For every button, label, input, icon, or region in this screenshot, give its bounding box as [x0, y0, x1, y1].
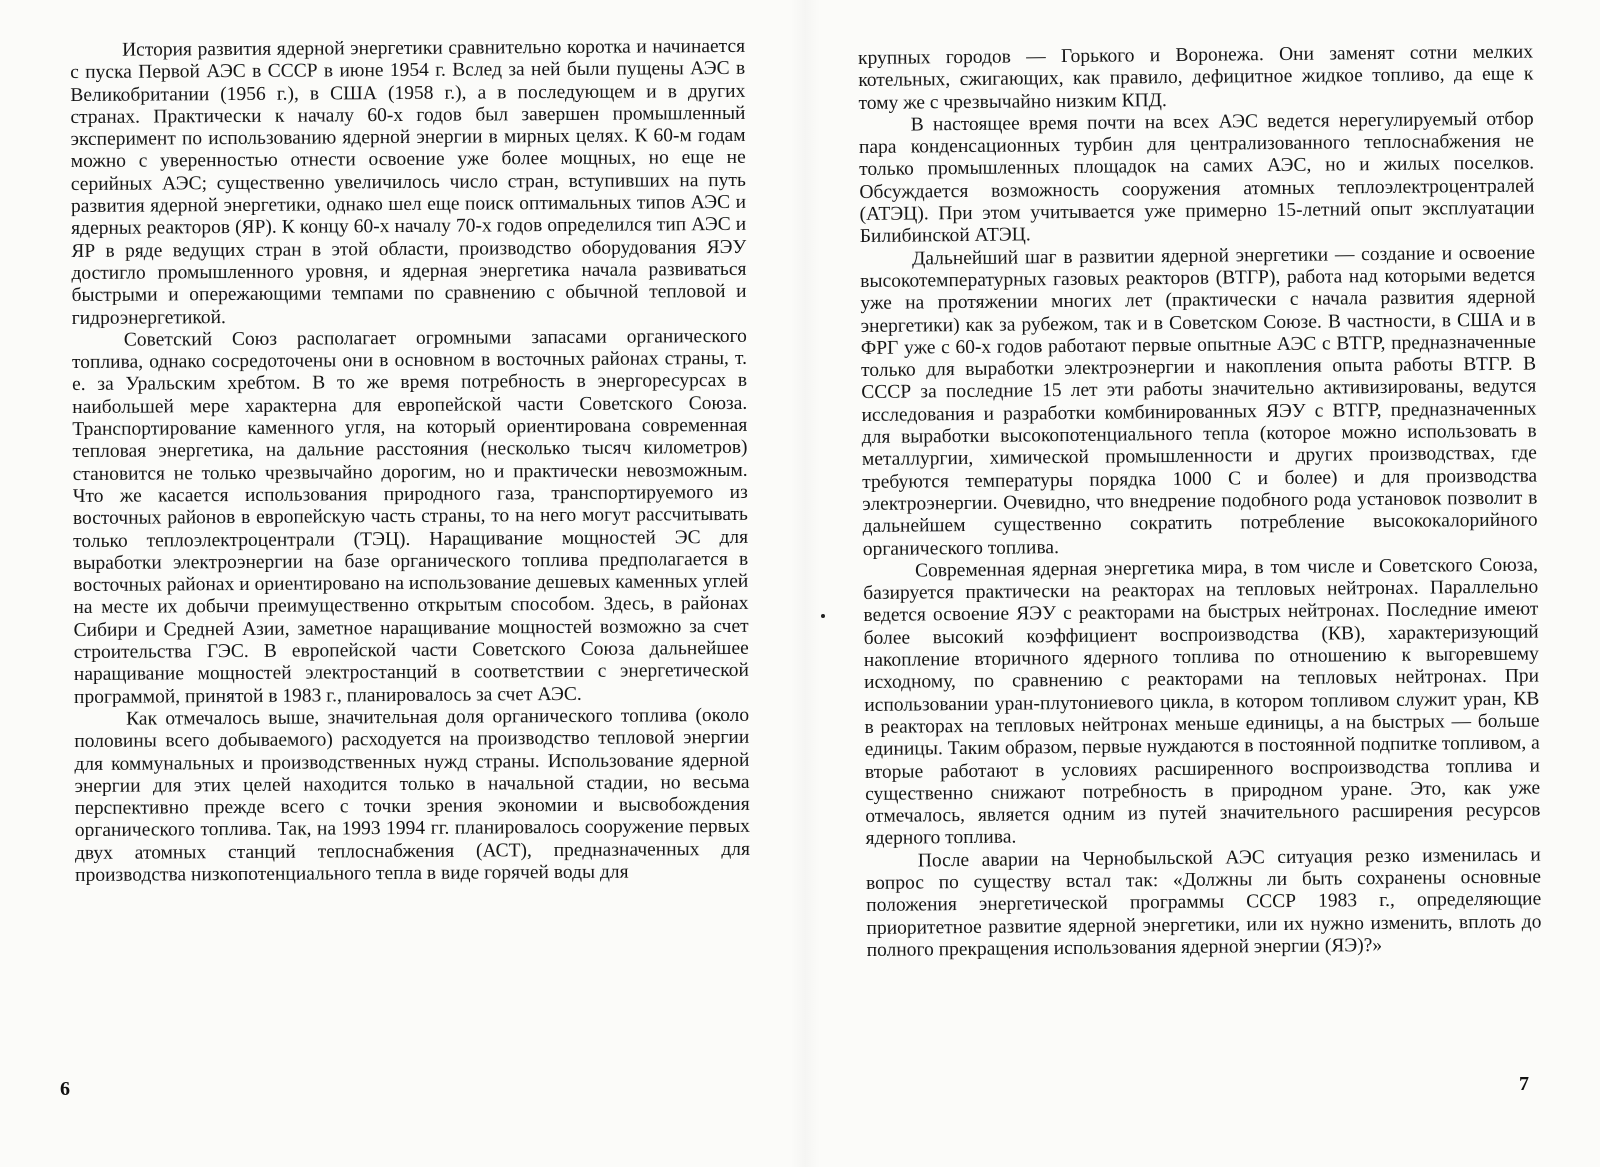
paragraph: Как отмечалось выше, значительная доля органического топлива (около половины всего добываемого) расходуется на производство тепловой энергии для коммунальных и производственных нужд страны. Использование ядерной энергии для этих целей находится только в начальной стадии, но весьма перспективно прежде всего с точки зрения экономии и высвобождения органического топлива. Так, на 1993 1994 гг. планировалось сооружение первых двух атомных станций теплоснабжения (АСТ), предназначенных для производства низкопотенциального тепла в виде горячей воды для	[74, 704, 751, 886]
paragraph: После аварии на Чернобыльской АЭС ситуация резко изменилась и вопрос по существу встал так: «Должны ли быть сохранены основные положения энергетической программы СССР 1983 г., определяющие приоритетное развитие ядерной энергетики, или их нужно изменить, вплоть до полного прекращения использования ядерной энергии (ЯЭ)?»	[865, 844, 1542, 961]
right-page	[858, 42, 1542, 963]
left-page	[70, 36, 750, 887]
paragraph: В настоящее время почти на всех АЭС ведется нерегулируемый отбор пара конденсационных турбин для централизованного теплоснабжения не только промышленных площадок на самих АЭС, но и жилых поселков. Обсуждается возможность сооружения атомных теплоэлектроцентралей (АТЭЦ). При этом учитывается уже примерно 15-летний опыт эксплуатации Билибинской АТЭЦ.	[858, 108, 1535, 248]
paragraph: Современная ядерная энергетика мира, в том числе и Советского Союза, базируется практически на реакторах на тепловых нейтронах. Параллельно ведется освоение ЯЭУ с реакторами на быстрых нейтронах. Последние имеют более высокий коэффициент воспроизводства (КВ), характеризующий накопление вторичного ядерного топлива по отношению к выгоревшему исходному, по сравнению с реакторами на тепловых нейтронах. При использовании уран-плутониевого цикла, в котором топливом служит уран, КВ в реакторах на тепловых нейтронах меньше единицы, а на быстрых — больше единицы. Таким образом, первые нуждаются в постоянной подпитке топливом, а вторые работают в условиях расширенного воспроизводства топлива и существенно снижают потребность в природном уране. Это, как уже отмечалось, является одним из путей значительного расширения ресурсов ядерного топлива.	[863, 554, 1541, 850]
paragraph: Дальнейший шаг в развитии ядерной энергетики — создание и освоение высокотемпературных газовых реакторов (ВТГР), работа над которыми ведется уже на протяжении многих лет (практически с начала развития ядерной энергетики) как за рубежом, так и в Советском Союзе. В частности, в США и в ФРГ уже с 60-х годов работают первые опытные АЭС с ВТГР, предназначенные только для выработки электроэнергии и накопления опыта работы ВТГР. В СССР за последние 15 лет эти работы значительно активизированы, ведутся исследования и разработки комбинированных ЯЭУ с ВТГР, предназначенных для выработки высокопотенциального тепла (которое можно использовать в металлургии, химической промышленности и других производствах, где требуются температуры порядка 1000 С и более) и для производства электроэнергии. Очевидно, что внедрение подобного рода установок позволит в дальнейшем существенно сократить потребление высококалорийного органического топлива.	[860, 242, 1538, 560]
scan-speck	[821, 614, 825, 618]
paragraph: История развития ядерной энергетики сравнительно коротка и начинается с пуска Первой АЭС в СССР в июне 1954 г. Вслед за ней были пущены АЭС в Великобритании (1956 г.), в США (1958 г.), а в последующем и в других странах. Практически к началу 60-х годов был завершен промышленный эксперимент по использованию ядерной энергии в мирных целях. К 60-м годам можно с уверенностью отнести освоение уже более мощных, но еще не серийных АЭС; существенно увеличилось число стран, вступивших на путь развития ядерной энергетики, однако шел еще поиск оптимальных типов АЭС и ядерных реакторов (ЯР). К концу 60-х началу 70-х годов определился тип АЭС и ЯР в ряде ведущих стран в этой области, производство оборудования ЯЭУ достигло промышленного уровня, и ядерная энергетика начала развиваться быстрыми и опережающими темпами по сравнению с обычной тепловой и гидроэнергетикой.	[70, 35, 747, 329]
page-gutter	[790, 0, 820, 1167]
page-number-right: 7	[1519, 1073, 1529, 1095]
paragraph: крупных городов — Горького и Воронежа. Они заменят сотни мелких котельных, сжигающих, как правило, дефицитное жидкое топливо, да еще к тому же с чрезвычайно низким КПД.	[858, 41, 1534, 114]
page-number-left: 6	[60, 1078, 70, 1100]
paragraph: Советский Союз располагает огромными запасами органического топлива, однако сосредоточены они в основном в восточных районах страны, т. е. за Уральским хребтом. В то же время потребность в энергоресурсах в наибольшей мере характерна для европейской части Советского Союза. Транспортирование каменного угля, на который ориентирована современная тепловая энергетика, на дальние расстояния (несколько тысяч километров) становится не только чрезвычайно дорогим, но и практически невозможным. Что же касается использования природного газа, транспортируемого из восточных районов в европейскую часть страны, то на него могут рассчитывать только теплоэлектроцентрали (ТЭЦ). Наращивание мощностей ЭС для выработки электроэнергии на базе органического топлива предполагается в восточных районах и ориентировано на использование дешевых каменных углей на месте их добычи преимущественно открытым способом. Здесь, в районах Сибири и Средней Азии, заметное наращивание мощностей возможно за счет строительства ГЭС. В европейской части Советского Союза дальнейшее наращивание мощностей электростанций в соответствии с энергетической программой, принятой в 1983 г., планировалось за счет АЭС.	[71, 325, 749, 708]
